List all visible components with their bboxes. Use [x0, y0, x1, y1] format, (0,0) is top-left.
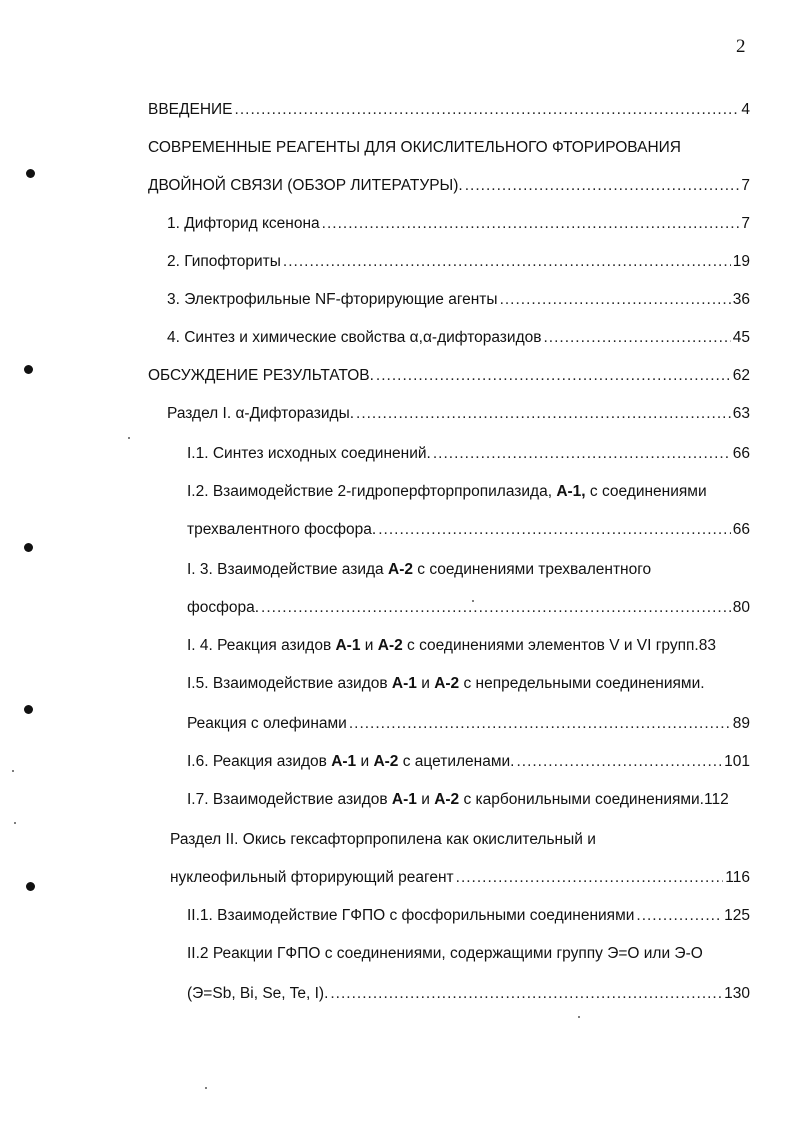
toc-text-part: с непредельными соединениями.: [459, 675, 705, 692]
toc-entry-page: 66: [732, 445, 750, 462]
toc-entry-text: II.1. Взаимодействие ГФПО с фосфорильными соединениями: [187, 907, 635, 924]
scan-speck: [14, 822, 16, 824]
toc-entry-text: (Э=Sb, Bi, Se, Te, I).: [187, 985, 329, 1002]
toc-entry-page: 112: [704, 791, 729, 808]
binder-hole-mark: [24, 543, 33, 552]
toc-entry-section-2: [170, 828, 750, 852]
toc-entry-2-1: [187, 904, 750, 928]
toc-entry-page: 116: [725, 869, 750, 886]
toc-entry-text: Раздел II. Окись гексафторпропилена как окислительный и: [170, 831, 596, 848]
toc-entry-page: 89: [732, 715, 750, 732]
toc-text-part: I.5. Взаимодействие азидов: [187, 675, 392, 692]
toc-entry-text: ВВЕДЕНИЕ: [148, 101, 233, 118]
compound-label: А-2: [434, 675, 460, 692]
scan-speck: [578, 1016, 580, 1018]
toc-text-part: и: [416, 675, 435, 692]
toc-entry-hypofluorites: [167, 250, 750, 274]
toc-entry-page: 36: [732, 291, 750, 308]
binder-hole-mark: [26, 882, 35, 891]
toc-leader-dots: [261, 596, 731, 620]
toc-leader-dots: [516, 750, 722, 774]
toc-leader-dots: [356, 402, 731, 426]
toc-entry-1-6: [187, 750, 750, 774]
toc-entry-1-2: [187, 480, 750, 504]
binder-hole-mark: [24, 365, 33, 374]
toc-entry-1-2-cont: [187, 518, 750, 542]
toc-entry-page: 101: [724, 753, 750, 770]
toc-leader-dots: [376, 364, 731, 388]
toc-entry-text: СОВРЕМЕННЫЕ РЕАГЕНТЫ ДЛЯ ОКИСЛИТЕЛЬНОГО ФТОРИРОВАНИЯ: [148, 139, 682, 156]
toc-entry-text: [187, 672, 705, 696]
compound-label: А-2: [373, 753, 399, 770]
toc-text-part: I.6. Реакция азидов: [187, 753, 332, 770]
toc-entry-difluoroazides-synthesis: [167, 326, 750, 350]
toc-entry-text: [187, 788, 704, 812]
toc-entry-text: [187, 634, 699, 658]
toc-entry-1-3: [187, 558, 750, 582]
toc-text-part: с соединениями: [585, 483, 707, 500]
toc-text-part: с соединениями элементов V и VI групп.: [402, 637, 699, 654]
toc-entry-page: 63: [732, 405, 750, 422]
toc-entry-page: 125: [724, 907, 750, 924]
compound-label: А-2: [434, 791, 460, 808]
toc-entry-text: II.2 Реакции ГФПО с соединениями, содержащими группу Э=О или Э-О: [187, 945, 703, 962]
toc-entry-results-discussion: [148, 364, 750, 388]
toc-entry-text: 2. Гипофториты: [167, 253, 281, 270]
toc-text-part: с ацетиленами.: [398, 753, 515, 770]
toc-entry-page: 19: [732, 253, 750, 270]
compound-label: А-1: [391, 675, 417, 692]
toc-entry-text: I.1. Синтез исходных соединений.: [187, 445, 431, 462]
binder-hole-mark: [26, 169, 35, 178]
toc-entry-section-2-cont: [170, 866, 750, 890]
toc-text-part: с карбонильными соединениями.: [459, 791, 704, 808]
toc-text-part: с соединениями трехвалентного: [412, 561, 652, 578]
toc-entry-page: 66: [732, 521, 750, 538]
toc-entry-text: [187, 750, 514, 774]
toc-text-part: и: [360, 637, 378, 654]
toc-text-part: I.2. Взаимодействие 2-гидроперфторпропилазида,: [187, 483, 557, 500]
toc-entry-text: [187, 558, 651, 582]
toc-entry-nf-agents: [167, 288, 750, 312]
page-number: 2: [736, 36, 746, 57]
toc-entry-xenon-difluoride: [167, 212, 750, 236]
toc-text-part: I. 3. Взаимодействие азида: [187, 561, 388, 578]
toc-entry-text: трехвалентного фосфора.: [187, 521, 377, 538]
toc-leader-dots: [465, 174, 740, 198]
toc-entry-text: нуклеофильный фторирующий реагент: [170, 869, 454, 886]
toc-leader-dots: [378, 518, 731, 542]
toc-leader-dots: [500, 288, 731, 312]
toc-entry-2-2-cont: [187, 982, 750, 1006]
toc-leader-dots: [636, 904, 722, 928]
toc-entry-text: фосфора.: [187, 599, 260, 616]
toc-text-part: I.7. Взаимодействие азидов: [187, 791, 392, 808]
compound-label: А-2: [377, 637, 403, 654]
toc-entry-1-4: [187, 634, 787, 658]
toc-entry-page: 7: [741, 177, 750, 194]
toc-entry-1-7: [187, 788, 791, 812]
toc-text-part: и: [356, 753, 374, 770]
toc-entry-page: 80: [732, 599, 750, 616]
toc-entry-text: 3. Электрофильные NF-фторирующие агенты: [167, 291, 498, 308]
toc-entry-1-1: [187, 442, 750, 466]
toc-entry-introduction: [148, 98, 750, 122]
scan-speck: [128, 437, 130, 439]
toc-entry-page: 83: [698, 637, 716, 654]
toc-entry-page: 7: [741, 215, 750, 232]
toc-entry-text: 4. Синтез и химические свойства α,α-дифторазидов: [167, 329, 542, 346]
toc-leader-dots: [235, 98, 740, 122]
compound-label: А-1: [331, 753, 357, 770]
toc-entry-text: ОБСУЖДЕНИЕ РЕЗУЛЬТАТОВ.: [148, 367, 374, 384]
toc-leader-dots: [322, 212, 740, 236]
scan-speck: [12, 770, 14, 772]
toc-entry-page: 4: [741, 101, 750, 118]
compound-label: А-1: [335, 637, 361, 654]
toc-entry-literature-review: [148, 174, 750, 198]
toc-leader-dots: [433, 442, 731, 466]
scan-speck: [205, 1087, 207, 1089]
toc-entry-1-5-cont: [187, 712, 750, 736]
toc-entry-text: [187, 480, 707, 504]
compound-label: А-1: [391, 791, 417, 808]
compound-label: А-1,: [556, 483, 586, 500]
toc-entry-text: ДВОЙНОЙ СВЯЗИ (ОБЗОР ЛИТЕРАТУРЫ).: [148, 177, 463, 194]
toc-leader-dots: [456, 866, 724, 890]
toc-entry-page: 130: [724, 985, 750, 1002]
toc-entry-text: Раздел I. α-Дифторазиды.: [167, 405, 355, 422]
toc-leader-dots: [283, 250, 731, 274]
toc-text-part: I. 4. Реакция азидов: [187, 637, 336, 654]
toc-entry-modern-reagents: [148, 136, 750, 160]
toc-entry-page: 45: [732, 329, 750, 346]
toc-entry-section-1: [167, 402, 750, 426]
toc-text-part: и: [416, 791, 435, 808]
toc-entry-1-3-cont: [187, 596, 750, 620]
toc-leader-dots: [330, 982, 722, 1006]
binder-hole-mark: [24, 705, 33, 714]
toc-entry-text: 1. Дифторид ксенона: [167, 215, 320, 232]
toc-leader-dots: [349, 712, 731, 736]
toc-entry-1-5: [187, 672, 750, 696]
toc-entry-page: 62: [732, 367, 750, 384]
toc-leader-dots: [543, 326, 730, 350]
compound-label: А-2: [388, 561, 413, 578]
toc-entry-text: Реакция с олефинами: [187, 715, 347, 732]
toc-entry-2-2: [187, 942, 750, 966]
